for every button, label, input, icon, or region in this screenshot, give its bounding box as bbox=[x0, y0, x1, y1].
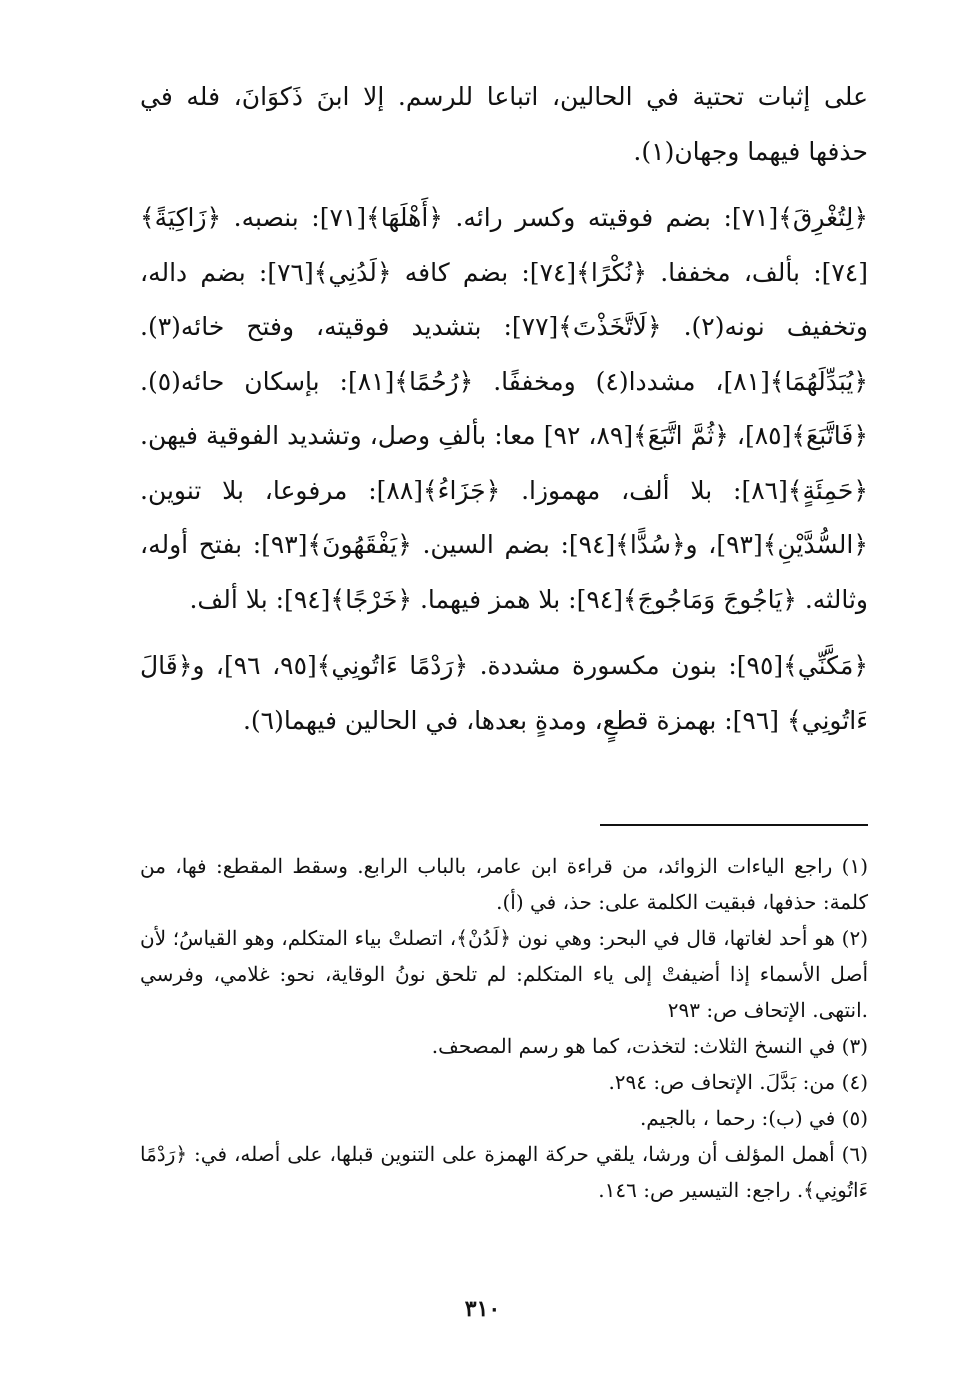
paragraph-readings-71-94: ﴿لِتُغْرِقَ﴾[٧١]: بضم فوقيته وكسر رائه. ﴿أَهْلَهَا﴾[٧١]: بنصبه. ﴿زَاكِيَةً﴾[٧٤]: بألف، مخففا. ﴿نُكْرًا﴾[٧٤]: بضم كافه ﴿لَدُنِي﴾[٧٦]: بضم داله، وتخفيف نونه(٢). ﴿لَاتَّخَذْتَ﴾[٧٧]: بتشديد فوقيته، وفتح خائه(٣). ﴿يُبَدِّلَهُمَا﴾[٨١]، مشددا(٤) ومخففًا. ﴿رُحُمًا﴾[٨١]: بإسكان حائه(٥). ﴿فَاتَّبَعَ﴾[٨٥]، ﴿ثُمَّ اتَّبَعَ﴾[٨٩، ٩٢] معا: بألفِ وصل، وتشديد الفوقية فيهن. ﴿حَمِئَةٍ﴾[٨٦]: بلا ألف، مهموزا. ﴿جَزَاءُ﴾[٨٨]: مرفوعا، بلا تنوين. ﴿السُّدَّيْنِ﴾[٩٣]، و﴿سُدًّا﴾[٩٤]: بضم السين. ﴿يَفْقَهُونَ﴾[٩٣]: بفتح أوله، وثالثه. ﴿يَاجُوجَ وَمَاجُوجَ﴾[٩٤]: بلا همز فيهما. ﴿خَرْجًا﴾[٩٤]: بلا ألف. bbox=[140, 203, 868, 614]
footnote-5: (٥) في (ب): رحما ، بالجيم. bbox=[639, 1106, 868, 1130]
footnote-4: (٤) من: بَدَّلَ. الإتحاف ص: ٢٩٤. bbox=[608, 1070, 868, 1094]
footnote-3: (٣) في النسخ الثلاث: لتخذت، كما هو رسم المصحف. bbox=[431, 1034, 868, 1058]
page-number: ٣١٠ bbox=[464, 1296, 501, 1322]
footnote-6: (٦) أهمل المؤلف أن ورشا، يلقي حركة الهمزة على التنوين قبلها، على أصله، في: ﴿رَدْمًا ءَاتُونِي﴾. راجع: التيسير ص: ١٤٦. bbox=[140, 1142, 868, 1202]
footnote-separator bbox=[600, 824, 868, 826]
paragraph-intro: على إثبات تحتية في الحالين، اتباعا للرسم. إلا ابنَ ذَكوَانَ، فله في حذفها فيهما وجهان(١). bbox=[140, 82, 868, 166]
paragraph-readings-95-96: ﴿مَكَّنِّي﴾[٩٥]: بنون مكسورة مشددة. ﴿رَدْمًا ءَاتُونِي﴾[٩٥، ٩٦]، و﴿قَالَ ءَاتُونِي﴾ [٩٦]: بهمزة قطعٍ، ومدةٍ بعدها، في الحالين فيهما(٦). bbox=[140, 651, 869, 735]
main-text bbox=[140, 70, 868, 748]
footnote-2: (٢) هو أحد لغاتها، قال في البحر: وهي نون ﴿لَدُنْ﴾، اتصلتْ بياء المتكلم، وهو القياسُ؛ لأن أصل الأسماء إذا أضيفتْ إلى ياء المتكلم: لم تلحق نونُ الوقاية، نحو: غلامي، وفرسي .انتهى. الإتحاف ص: ٢٩٣ bbox=[140, 926, 868, 1022]
footnote-1: (١) راجع الياءات الزوائد، من قراءة ابن عامر، بالباب الرابع. وسقط المقطع: فها، من كلمة: حذفها، فبقيت الكلمة على: حذ، في (أ). bbox=[140, 854, 868, 914]
footnotes bbox=[140, 848, 868, 1208]
